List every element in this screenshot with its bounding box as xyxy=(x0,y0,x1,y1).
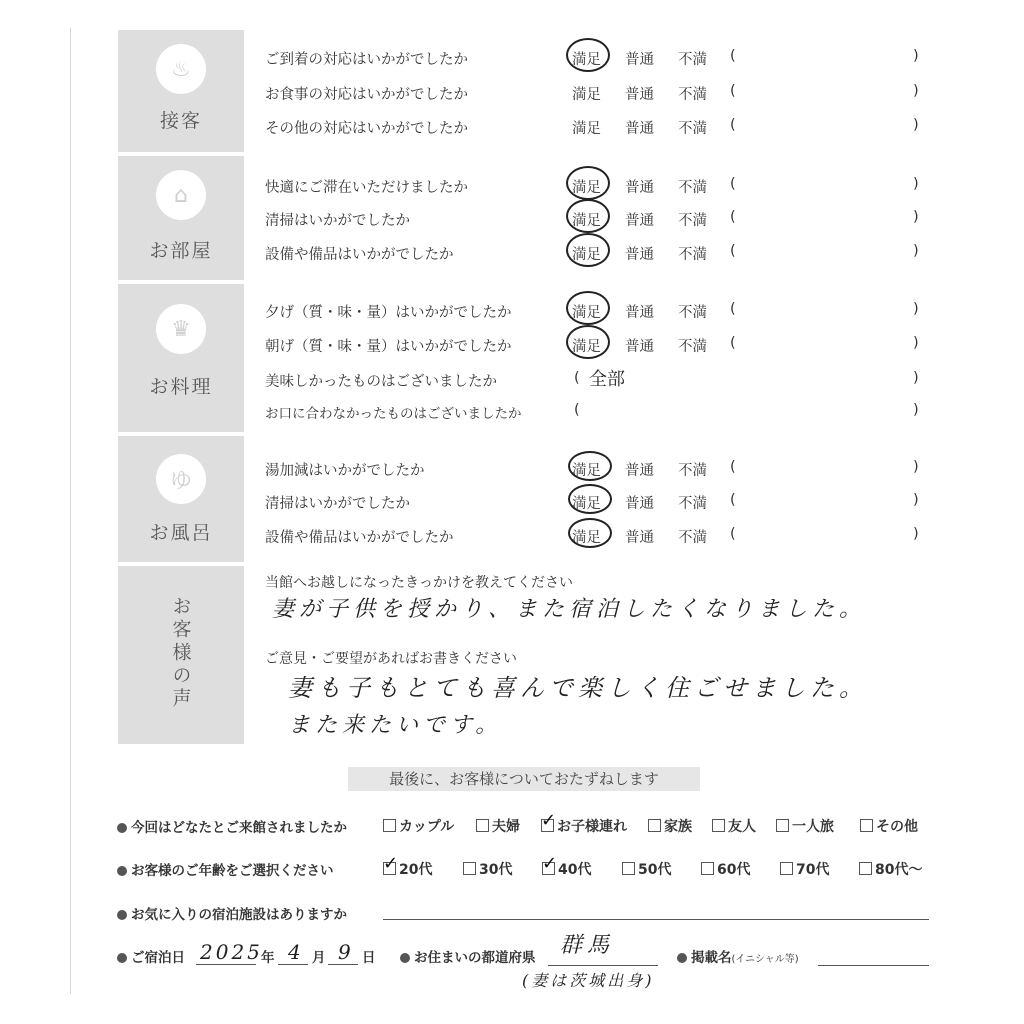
section-label: お部屋 xyxy=(149,240,213,262)
question-row xyxy=(265,453,945,483)
question-text: お食事の対応はいかがでしたか xyxy=(265,87,468,103)
option-dissatisfied[interactable]: 不満 xyxy=(678,339,707,355)
answer-circle xyxy=(568,451,612,481)
paren-open: ( xyxy=(730,83,736,99)
option-dissatisfied[interactable]: 不満 xyxy=(678,87,707,103)
open-question-row xyxy=(265,396,945,426)
answer-circle xyxy=(566,233,610,267)
option-normal[interactable]: 普通 xyxy=(625,463,654,479)
question-text: 清掃はいかがでしたか xyxy=(265,213,410,229)
option-dissatisfied[interactable]: 不満 xyxy=(678,180,707,196)
paren-open: ( xyxy=(730,335,736,351)
option-satisfied[interactable]: 満足 xyxy=(572,213,601,229)
checkbox-icon[interactable] xyxy=(776,819,789,832)
paren-close: ) xyxy=(913,48,919,64)
checkbox-icon[interactable] xyxy=(701,862,714,875)
option-dissatisfied[interactable]: 不満 xyxy=(678,305,707,321)
prefecture-note: (妻は茨城出身) xyxy=(522,971,655,990)
paren-open: ( xyxy=(730,117,736,133)
companion-option[interactable]: 夫婦 xyxy=(476,816,520,836)
section-label: 接客 xyxy=(159,110,202,132)
prefecture-value[interactable]: 群馬 xyxy=(560,933,615,958)
paren-open: ( xyxy=(730,492,736,508)
companion-option[interactable]: ✓ お子様連れ xyxy=(541,816,627,836)
year-line xyxy=(196,964,256,965)
option-normal[interactable]: 普通 xyxy=(625,530,654,546)
dish-cover-icon: ♛ xyxy=(156,304,206,354)
answer-circle xyxy=(568,484,612,514)
section-label: お風呂 xyxy=(149,522,213,544)
section-voice xyxy=(118,566,244,744)
stay-month-value[interactable]: 4 xyxy=(288,940,306,964)
checkbox-icon[interactable] xyxy=(648,819,661,832)
question-text: 設備や備品はいかがでしたか xyxy=(265,530,454,546)
prefecture-line xyxy=(548,965,658,966)
checkbox-icon[interactable] xyxy=(780,862,793,875)
checkbox-icon[interactable] xyxy=(476,819,489,832)
reason-prompt: 当館へお越しになったきっかけを教えてください xyxy=(265,575,573,591)
house-roof-icon: ⌂ xyxy=(156,170,206,220)
question-text: 快適にご滞在いただけましたか xyxy=(265,180,468,196)
question-row xyxy=(265,295,945,325)
paren-close: ) xyxy=(913,492,919,508)
age-option[interactable]: 70代 xyxy=(780,859,829,879)
request-prompt: ご意見・ご要望があればお書きください xyxy=(265,651,517,667)
question-row xyxy=(265,237,945,267)
paren-close: ) xyxy=(913,370,919,386)
paren-open: ( xyxy=(730,209,736,225)
age-question: お客様のご年齢をご選択ください xyxy=(117,859,334,879)
paren-close: ) xyxy=(913,459,919,475)
question-row xyxy=(265,42,945,72)
section-bath xyxy=(118,436,244,562)
answer-circle xyxy=(566,166,610,200)
display-name-label: 掲載名(イニシャル等) xyxy=(677,946,799,966)
prefecture-label: お住まいの都道府県 xyxy=(400,946,536,966)
favorite-answer-line[interactable] xyxy=(383,919,929,920)
option-satisfied[interactable]: 満足 xyxy=(572,52,601,68)
question-row xyxy=(265,111,945,141)
question-row xyxy=(265,170,945,200)
display-name-line[interactable] xyxy=(818,965,929,966)
bullet-icon xyxy=(117,953,127,963)
option-dissatisfied[interactable]: 不満 xyxy=(678,530,707,546)
question-text: ご到着の対応はいかがでしたか xyxy=(265,52,468,68)
option-normal[interactable]: 普通 xyxy=(625,496,654,512)
checkbox-icon[interactable] xyxy=(860,819,873,832)
checkbox-checked-icon[interactable] xyxy=(541,819,554,832)
answer-circle xyxy=(566,38,610,72)
option-normal[interactable]: 普通 xyxy=(625,87,654,103)
option-dissatisfied[interactable]: 不満 xyxy=(678,247,707,263)
hand-bow-icon: ♨ xyxy=(156,44,206,94)
answer-circle xyxy=(566,325,610,359)
option-satisfied[interactable]: 満足 xyxy=(572,305,601,321)
paren-open: ( xyxy=(574,370,580,386)
companion-option[interactable]: カップル xyxy=(383,816,454,836)
day-unit: 日 xyxy=(362,950,376,966)
section-label: お料理 xyxy=(149,376,213,398)
paren-close: ) xyxy=(913,526,919,542)
paren-open: ( xyxy=(730,526,736,542)
paren-open: ( xyxy=(730,243,736,259)
paren-close: ) xyxy=(913,243,919,259)
question-row xyxy=(265,520,945,550)
request-answer-line2[interactable]: また来たいです。 xyxy=(288,713,503,738)
question-text: お口に合わなかったものはございましたか xyxy=(265,406,522,422)
option-satisfied[interactable]: 満足 xyxy=(572,121,601,137)
companion-option[interactable]: 友人 xyxy=(712,816,756,836)
checkbox-icon[interactable] xyxy=(622,862,635,875)
paren-open: ( xyxy=(730,459,736,475)
option-satisfied[interactable]: 満足 xyxy=(572,463,601,479)
checkbox-checked-icon[interactable] xyxy=(542,862,555,875)
checkbox-icon[interactable] xyxy=(383,819,396,832)
checkbox-icon[interactable] xyxy=(859,862,872,875)
age-option[interactable]: 60代 xyxy=(701,859,750,879)
question-row xyxy=(265,203,945,233)
question-text: その他の対応はいかがでしたか xyxy=(265,121,468,137)
question-text: 清掃はいかがでしたか xyxy=(265,496,410,512)
question-text: 湯加減はいかがでしたか xyxy=(265,463,425,479)
bullet-icon xyxy=(117,866,127,876)
question-text: 朝げ（質・味・量）はいかがでしたか xyxy=(265,339,512,355)
age-option[interactable]: ✓ 40代 xyxy=(542,859,591,879)
open-answer[interactable]: 全部 xyxy=(589,369,625,390)
question-text: 夕げ（質・味・量）はいかがでしたか xyxy=(265,305,512,321)
option-satisfied[interactable]: 満足 xyxy=(572,496,601,512)
paren-close: ) xyxy=(913,335,919,351)
request-answer-line1[interactable]: 妻も子もとても喜んで楽しく住ごせました。 xyxy=(288,674,868,702)
paren-close: ) xyxy=(913,209,919,225)
stay-date-label: ご宿泊日 xyxy=(117,946,185,966)
option-dissatisfied[interactable]: 不満 xyxy=(678,496,707,512)
option-normal[interactable]: 普通 xyxy=(625,180,654,196)
option-satisfied[interactable]: 満足 xyxy=(572,247,601,263)
option-normal[interactable]: 普通 xyxy=(625,247,654,263)
answer-circle xyxy=(568,518,612,548)
companion-question: 今回はどなたとご来館されましたか xyxy=(117,816,347,836)
companion-option[interactable]: その他 xyxy=(860,816,918,836)
profile-band: 最後に、お客様についておたずねします xyxy=(348,767,700,791)
section-label: お客様の声 xyxy=(169,596,192,711)
section-service xyxy=(118,30,244,152)
option-satisfied[interactable]: 満足 xyxy=(572,530,601,546)
paren-close: ) xyxy=(913,117,919,133)
companion-option[interactable]: 一人旅 xyxy=(776,816,834,836)
paren-close: ) xyxy=(913,402,919,418)
year-unit: 年 xyxy=(261,950,275,966)
option-normal[interactable]: 普通 xyxy=(625,52,654,68)
bullet-icon xyxy=(117,910,127,920)
age-option[interactable]: 80代〜 xyxy=(859,859,922,879)
question-row xyxy=(265,77,945,107)
question-row xyxy=(265,486,945,516)
paren-open: ( xyxy=(730,301,736,317)
paren-close: ) xyxy=(913,301,919,317)
option-dissatisfied[interactable]: 不満 xyxy=(678,121,707,137)
age-option[interactable]: 50代 xyxy=(622,859,671,879)
reason-answer[interactable]: 妻が子供を授かり、また宿泊したくなりました。 xyxy=(272,597,867,622)
margin-rule xyxy=(70,28,71,994)
option-normal[interactable]: 普通 xyxy=(625,339,654,355)
hot-spring-icon: ゆ xyxy=(156,454,206,504)
companion-option[interactable]: 家族 xyxy=(648,816,692,836)
paren-open: ( xyxy=(574,402,580,418)
option-dissatisfied[interactable]: 不満 xyxy=(678,213,707,229)
option-satisfied[interactable]: 満足 xyxy=(572,87,601,103)
age-option[interactable]: ✓ 20代 xyxy=(383,859,432,879)
option-dissatisfied[interactable]: 不満 xyxy=(678,463,707,479)
month-unit: 月 xyxy=(312,950,326,966)
paren-close: ) xyxy=(913,83,919,99)
option-normal[interactable]: 普通 xyxy=(625,121,654,137)
favorite-question: お気に入りの宿泊施設はありますか xyxy=(117,903,347,923)
checkbox-checked-icon[interactable] xyxy=(383,862,396,875)
option-satisfied[interactable]: 満足 xyxy=(572,180,601,196)
answer-circle xyxy=(566,291,610,325)
question-text: 美味しかったものはございましたか xyxy=(265,374,497,390)
option-normal[interactable]: 普通 xyxy=(625,305,654,321)
option-normal[interactable]: 普通 xyxy=(625,213,654,229)
paren-open: ( xyxy=(730,176,736,192)
option-dissatisfied[interactable]: 不満 xyxy=(678,52,707,68)
section-room xyxy=(118,156,244,280)
stay-day-value[interactable]: 9 xyxy=(338,940,356,964)
checkbox-icon[interactable] xyxy=(712,819,725,832)
question-row xyxy=(265,329,945,359)
checkbox-icon[interactable] xyxy=(463,862,476,875)
bullet-icon xyxy=(117,823,127,833)
paren-open: ( xyxy=(730,48,736,64)
question-text: 設備や備品はいかがでしたか xyxy=(265,247,454,263)
answer-circle xyxy=(566,199,610,233)
section-food xyxy=(118,284,244,432)
day-line xyxy=(328,964,358,965)
open-question-row xyxy=(265,364,945,394)
option-satisfied[interactable]: 満足 xyxy=(572,339,601,355)
bullet-icon xyxy=(677,953,687,963)
paren-close: ) xyxy=(913,176,919,192)
stay-year-value[interactable]: 2025 xyxy=(200,940,263,964)
month-line xyxy=(278,964,308,965)
bullet-icon xyxy=(400,953,410,963)
age-option[interactable]: 30代 xyxy=(463,859,512,879)
